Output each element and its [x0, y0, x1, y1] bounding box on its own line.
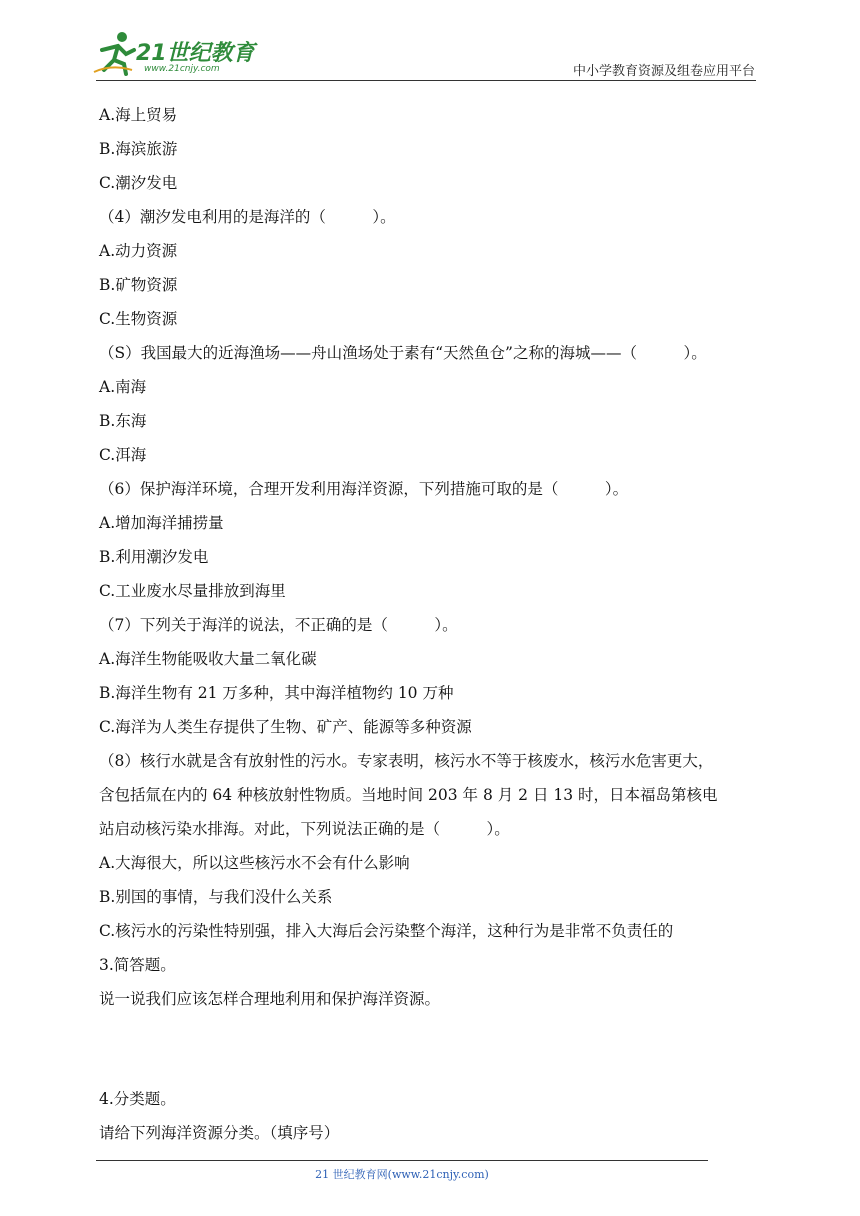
section-3-heading: 3.简答题。 [99, 956, 176, 974]
text-line: A.海上贸易 [99, 106, 178, 124]
text-line: C.潮汐发电 [99, 174, 178, 192]
section-3-prompt: 说一说我们应该怎样合理地利用和保护海洋资源。 [99, 990, 441, 1008]
text-line: A.南海 [99, 378, 147, 396]
text-line: 含包括氚在内的 64 种核放射性物质。当地时间 203 年 8 月 2 日 13 时，日本福岛第核电 [99, 786, 718, 804]
running-figure-icon [92, 30, 138, 76]
text-line: C.海洋为人类生存提供了生物、矿产、能源等多种资源 [99, 718, 472, 736]
text-line: C.核污水的污染性特别强，排入大海后会污染整个海洋，这种行为是非常不负责任的 [99, 922, 674, 940]
text-line: B.海洋生物有 21 万多种，其中海洋植物约 10 万种 [99, 684, 454, 702]
text-line: A.大海很大，所以这些核污水不会有什么影响 [99, 854, 410, 872]
text-line: B.别国的事情，与我们没什么关系 [99, 888, 333, 906]
text-line: A.海洋生物能吸收大量二氧化碳 [99, 650, 317, 668]
logo-url: www.21cnjy.com [144, 64, 220, 74]
question-5: （S）我国最大的近海渔场——舟山渔场处于素有“天然鱼仓”之称的海城——（ ）。 [99, 344, 707, 362]
header-divider [96, 80, 756, 81]
text-line: C.工业废水尽量排放到海里 [99, 582, 286, 600]
page-footer: 21 世纪教育网(www.21cnjy.com) [315, 1168, 489, 1181]
section-4-prompt: 请给下列海洋资源分类。（填序号） [99, 1124, 340, 1142]
answer-space [99, 1016, 769, 1082]
text-line: C.生物资源 [99, 310, 178, 328]
text-line: C.洱海 [99, 446, 147, 464]
footer-divider [96, 1160, 708, 1161]
text-line: B.矿物资源 [99, 276, 178, 294]
site-logo [92, 30, 262, 80]
text-line: B.海滨旅游 [99, 140, 178, 158]
header-tagline: 中小学教育资源及组卷应用平台 [572, 64, 755, 79]
text-line: B.东海 [99, 412, 147, 430]
logo-text: 21世纪教育 [136, 41, 255, 66]
question-7: （7）下列关于海洋的说法，不正确的是（ ）。 [99, 616, 458, 634]
text-line: A.动力资源 [99, 242, 178, 260]
text-line: 站启动核污染水排海。对此，下列说法正确的是（ ）。 [99, 820, 510, 838]
section-4-heading: 4.分类题。 [99, 1090, 176, 1108]
question-8: （8）核行水就是含有放射性的污水。专家表明，核污水不等于核废水，核污水危害更大， [99, 752, 714, 770]
question-4: （4）潮汐发电利用的是海洋的（ ）。 [99, 208, 396, 226]
document-body [99, 98, 769, 1150]
text-line: A.增加海洋捕捞量 [99, 514, 224, 532]
page-header [0, 0, 860, 90]
question-6: （6）保护海洋环境，合理开发利用海洋资源，下列措施可取的是（ ）。 [99, 480, 629, 498]
text-line: B.利用潮汐发电 [99, 548, 209, 566]
